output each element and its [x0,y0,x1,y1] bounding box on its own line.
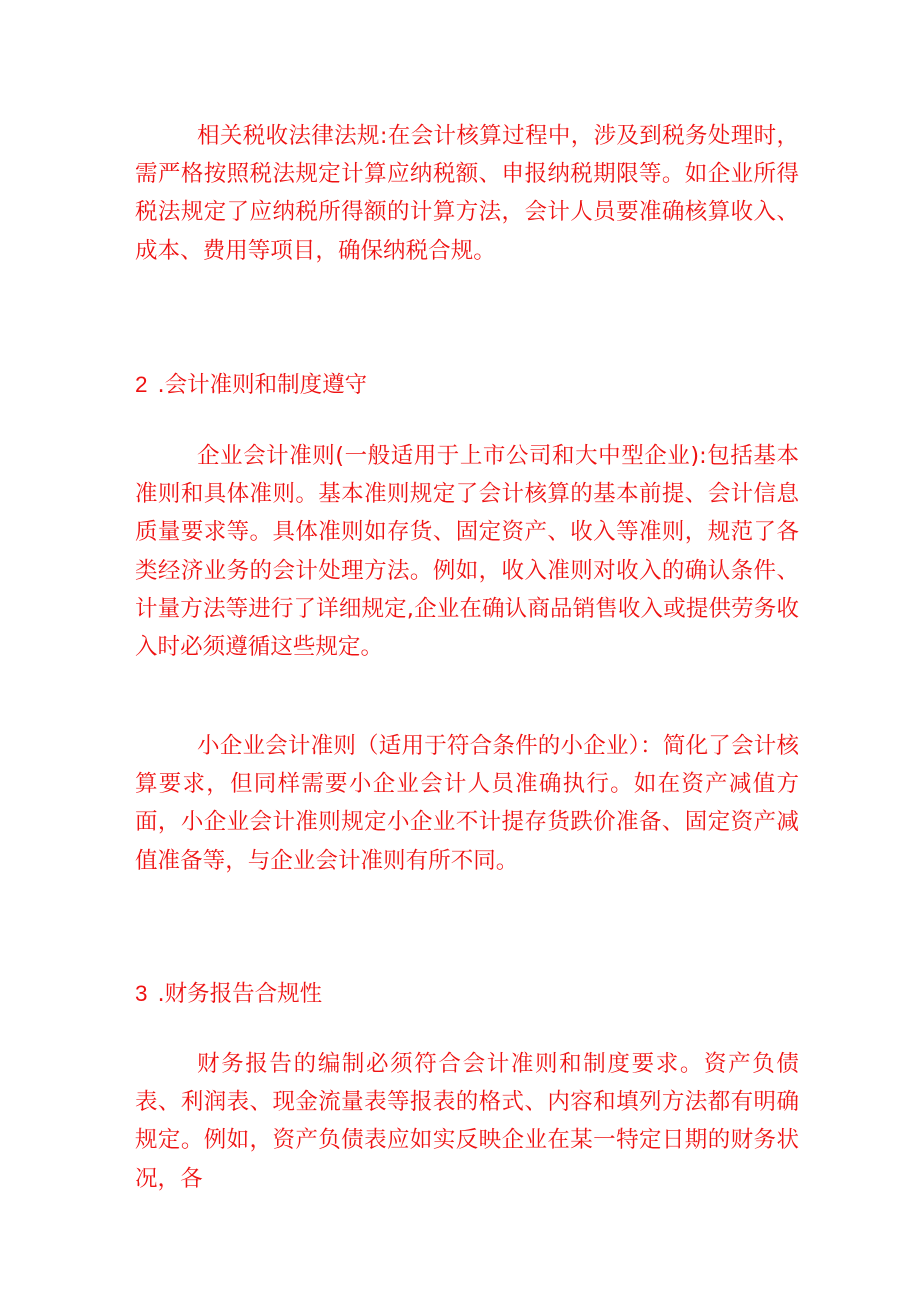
paragraph-small-enterprise-standards: 小企业会计准则（适用于符合条件的小企业）：简化了会计核算要求，但同样需要小企业会计人员准确执行。如在资产减值方面，小企业会计准则规定小企业不计提存货跌价准备、固定资产减值准备等，与企业会计准则有所不同。 [135,733,799,874]
paragraph-enterprise-standards: 企业会计准则(一般适用于上市公司和大中型企业):包括基本准则和具体准则。基本准则规定了会计核算的基本前提、会计信息质量要求等。具体准则如存货、固定资产、收入等准则，规范了各类经济业务的会计处理方法。例如，收入准则对收入的确认条件、计量方法等进行了详细规定,企业在确认商品销售收入或提供劳务收入时必须遵循这些规定。 [135,443,799,661]
section-number: 3 [135,981,148,1006]
section-title: .财务报告合规性 [157,981,323,1007]
paragraph-tax-laws: 相关税收法律法规:在会计核算过程中，涉及到税务处理时，需严格按照税法规定计算应纳税额、申报纳税期限等。如企业所得税法规定了应纳税所得额的计算方法，会计人员要准确核算收入、成本、费用等项目，确保纳税合规。 [135,123,799,264]
section-title: .会计准则和制度遵守 [157,372,368,398]
section-heading-2 [135,366,799,404]
section-number: 2 [135,372,148,397]
section-heading-3 [135,975,799,1013]
paragraph-financial-reports: 财务报告的编制必须符合会计准则和制度要求。资产负债表、利润表、现金流量表等报表的格式、内容和填列方法都有明确规定。例如，资产负债表应如实反映企业在某一特定日期的财务状况，各 [135,1051,799,1192]
